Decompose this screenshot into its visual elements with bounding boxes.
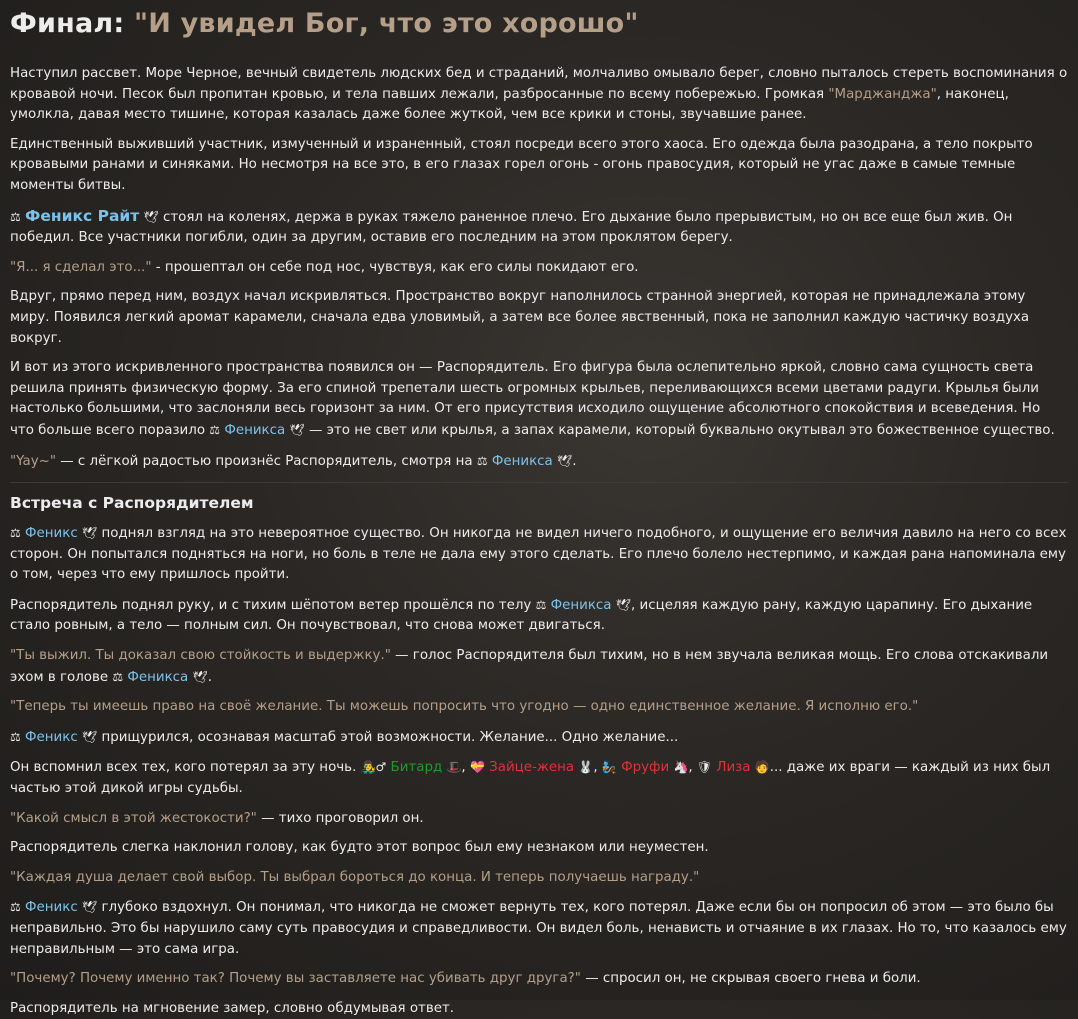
- dove-icon: 🕊: [192, 669, 208, 684]
- quote-text: "Ты выжил. Ты доказал свою стойкость и выдержку.": [10, 648, 391, 664]
- paragraph-healing: [10, 595, 1068, 637]
- quote-text: "Я... я сделал это...": [10, 259, 152, 275]
- quote-text: "Yay~": [10, 453, 57, 469]
- heart-gift-icon: 💝: [469, 760, 485, 775]
- text: — тихо проговорил он.: [256, 810, 424, 826]
- paragraph-cruelty: [10, 809, 1068, 830]
- character-name-liza: Лиза: [716, 760, 751, 776]
- paragraph-dawn: [10, 64, 1068, 126]
- scales-icon: ⚖: [10, 729, 21, 744]
- rabbit-icon: 🐰: [578, 760, 594, 775]
- text: Он вспомнил всех тех, кого потерял за эту ночь.: [10, 760, 361, 776]
- text: — голос Распорядителя был тихим, но в нем звучала великая мощь. Его слова отскакивали эхом в голове: [10, 648, 1049, 685]
- character-name-fenix: Феникс: [25, 900, 78, 916]
- section-divider: [10, 482, 1068, 483]
- character-name-bitard: Битард: [390, 760, 443, 776]
- paragraph-looks-up: [10, 523, 1068, 586]
- text: ... даже их враги — каждый из них был частью этой дикой игры судьбы.: [10, 760, 1051, 797]
- text: .: [572, 453, 577, 469]
- paragraph-squint: [10, 727, 1068, 749]
- scales-icon: ⚖: [209, 422, 221, 437]
- text: — это не свет или крылья, а запах карамели, который буквально окутывал это божественное существо.: [304, 422, 1055, 438]
- paragraph-pause: Распорядитель на мгновение замер, словно обдумывая ответ.: [10, 1000, 455, 1016]
- text: прищурился, осознавая масштаб этой возможности. Желание... Одно желание...: [97, 729, 679, 745]
- character-name-fenix: Феникса: [224, 422, 286, 438]
- dove-icon: 🕊: [557, 453, 573, 468]
- scales-icon: ⚖: [476, 453, 488, 468]
- genie-icon: 🧞: [601, 760, 617, 775]
- text: , наконец, умолкла, давая место тишине, которая казалась даже более жуткой, чем все крики и стоны, звучавшие ранее.: [10, 86, 1009, 123]
- text: Наступил рассвет. Море Черное, вечный свидетель людских бед и страданий, молчаливо омывало берег, словно пыталось стереть воспоминания о кровавой ночи. Песок был пропитан кровью, и тела павших лежали, разбросанные по всему побережью. Громкая: [10, 66, 1068, 102]
- character-name-fenix: Феникса: [550, 597, 612, 613]
- paragraph-why: [10, 969, 1068, 990]
- dove-icon: 🕊: [615, 597, 631, 612]
- paragraph-survivor: Единственный выживший участник, измученный и израненный, стоял посреди всего этого хаоса. Его одежда была разодрана, а тело покрыто кровавыми ранами и синяками. Но несмотря на все это, в его глазах горел огонь - огонь правосудия, который не угас даже в самые темные моменты битвы.: [10, 136, 1033, 193]
- character-name-fenix: Феникса: [127, 669, 189, 685]
- text: — спросил он, не скрывая своего гнева и боли.: [580, 971, 921, 987]
- text: - прошептал он себе под нос, чувствуя, как его силы покидают его.: [151, 259, 639, 275]
- text: , исцеляя каждую рану, каждую царапину. Его дыхание стало ровным, а тело — полным сил. Он почувствовал, что снова может двигаться.: [10, 597, 1033, 634]
- paragraph-survived: [10, 646, 1068, 688]
- paragraph-choice: "Каждая душа делает свой выбор. Ты выбрал бороться до конца. И теперь получаешь награду.": [10, 869, 700, 885]
- quote-text: "Марджанджа": [828, 86, 937, 102]
- unicorn-icon: 🦄: [673, 760, 689, 775]
- character-name-fenix: Феникс: [25, 729, 78, 745]
- scales-icon: ⚖: [112, 669, 124, 684]
- person-icon: 🧑: [754, 760, 770, 775]
- dove-icon: 🕊: [81, 900, 98, 915]
- dove-icon: 🕊: [143, 209, 159, 224]
- paragraph-remembers: [10, 757, 1068, 799]
- character-name-fenix: Феникс: [25, 526, 78, 542]
- quote-text: "Какой смысл в этой жестокости?": [10, 810, 257, 826]
- scales-icon: ⚖: [10, 209, 21, 224]
- paragraph-distortion: Вдруг, прямо перед ним, воздух начал искривляться. Пространство вокруг наполнилось странной энергией, которая не принадлежала этому миру. Появился легкий аромат карамели, сначала едва уловимый, а затем все более явственный, пока не заполнил каждую частичку воздуха вокруг.: [10, 289, 1030, 346]
- text: стоял на коленях, держа в руках тяжело раненное плечо. Его дыхание было прерывистым, но он все еще был жив. Он победил. Все участники погибли, один за другим, оставив его последним на этом проклятом берегу.: [10, 209, 1013, 246]
- title-prefix: Финал:: [10, 8, 134, 39]
- text: ,: [688, 760, 697, 776]
- title-quote: "И увидел Бог, что это хорошо": [133, 8, 639, 39]
- top-hat-icon: 🎩: [446, 760, 462, 775]
- paragraph-sigh: [10, 897, 1068, 960]
- text: ,: [593, 760, 602, 776]
- paragraph-wish-offer: "Теперь ты имеешь право на своё желание. Ты можешь попросить что угодно — одно единственное желание. Я исполню его.": [10, 699, 919, 715]
- scales-icon: ⚖: [10, 526, 21, 541]
- paragraph-tilt-head: Распорядитель слегка наклонил голову, как будто этот вопрос был ему незнаком или неуместен.: [10, 840, 709, 856]
- character-name-frufi: Фруфи: [621, 760, 670, 776]
- character-name-fenix: Феникса: [491, 453, 553, 469]
- dove-icon: 🕊: [81, 729, 98, 744]
- scales-icon: ⚖: [10, 900, 21, 915]
- text: .: [207, 669, 213, 685]
- singer-icon: 👨‍🎤♂: [360, 760, 387, 775]
- page-title: [10, 6, 1068, 42]
- paragraph-fenix-kneeling: [10, 206, 1068, 249]
- text: ,: [461, 760, 470, 776]
- text: Распорядитель поднял руку, и с тихим шёпотом ветер прошёлся по телу: [10, 597, 536, 613]
- text: — с лёгкой радостью произнёс Распорядитель, смотря на: [56, 453, 477, 469]
- paragraph-yay: [10, 451, 1068, 473]
- dove-icon: 🕊: [81, 526, 98, 541]
- scales-icon: ⚖: [535, 597, 547, 612]
- paragraph-whisper: [10, 258, 1068, 279]
- text: поднял взгляд на это невероятное существо. Он никогда не видел ничего подобного, и ощущение его величия давило на него со всех сторон. Он попытался подняться на ноги, но боль в теле не дала ему этого сделать. Его плечо болело нестерпимо, и каждая рана напоминала ему о том, через что ему пришлось пройти.: [10, 526, 1067, 583]
- quote-text: "Почему? Почему именно так? Почему вы заставляете нас убивать друг друга?": [10, 971, 581, 987]
- text: И вот из этого искривленного пространства появился он — Распорядитель. Его фигура была ослепительно яркой, словно сама сущность света решила принять физическую форму. За его спиной трепетали шесть огромных крыльев, переливающихся всеми цветами радуги. Крылья были настолько большими, что заслоняли весь горизонт за ним. От его присутствия исходило ощущение абсолютного спокойствия и всеведения. Но что больше всего поразило: [10, 360, 1041, 438]
- character-name-zaice: Зайце-жена: [489, 760, 575, 776]
- shield-icon: 🛡: [696, 760, 713, 775]
- section-title: Встреча с Распорядителем: [10, 494, 254, 513]
- paragraph-administrator-appears: [10, 358, 1068, 441]
- text: глубоко вздохнул. Он понимал, что никогда не сможет вернуть тех, кого потерял. Даже если бы он попросил об этом — это было бы неправильно. Это бы нарушило саму суть правосудия и справедливости. Он видел боль, ненависть и отчаяние в их глазах. Но то, что казалось ему неправильным — это сама игра.: [10, 900, 1067, 957]
- dove-icon: 🕊: [289, 422, 305, 437]
- character-name-fenix: Феникс Райт: [25, 206, 140, 225]
